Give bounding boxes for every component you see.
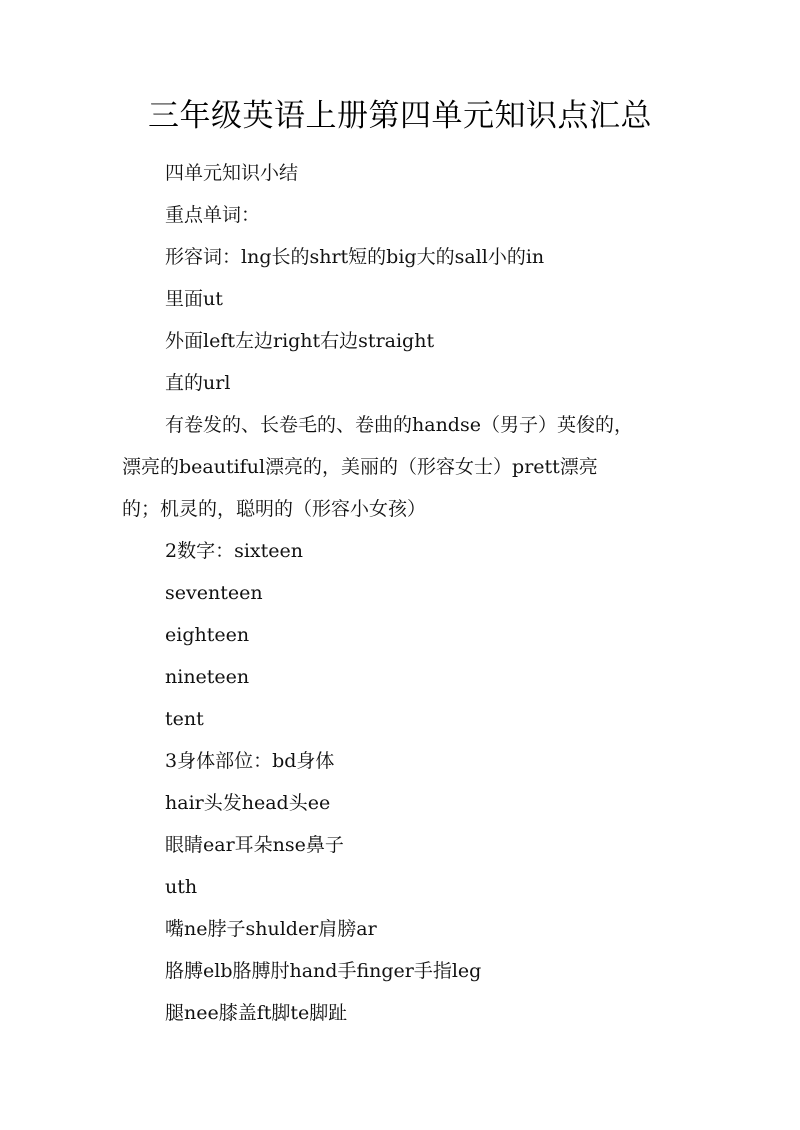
paragraph-line: 的；机灵的，聪明的（形容小女孩） [122,498,427,520]
paragraph-line: 眼睛ear耳朵nse鼻子 [165,834,344,856]
paragraph-line: 腿nee膝盖ft脚te脚趾 [165,1002,348,1024]
document-body [122,152,682,1034]
paragraph-line: 里面ut [165,288,223,310]
paragraph-line: uth [165,876,198,898]
paragraph-line: 有卷发的、长卷毛的、卷曲的handse（男子）英俊的， [165,414,633,436]
paragraph-line: 胳膊elb胳膊肘hand手finger手指leg [165,960,482,982]
paragraph-line: eighteen [165,624,250,646]
paragraph-line: 漂亮的beautiful漂亮的，美丽的（形容女士）prett漂亮 [122,456,598,478]
paragraph-line: 2数字：sixteen [165,540,303,562]
paragraph-line: 外面left左边right右边straight [165,330,435,352]
paragraph-line: 直的url [165,372,231,394]
paragraph-line: nineteen [165,666,250,688]
paragraph-line: 重点单词： [165,204,261,226]
paragraph-line: hair头发head头ee [165,792,331,814]
paragraph-line: 嘴ne脖子shulder肩膀ar [165,918,377,940]
paragraph-line: 四单元知识小结 [165,162,299,184]
paragraph-line: 3身体部位：bd身体 [165,750,335,772]
paragraph-line: seventeen [165,582,263,604]
paragraph-line: 形容词：lng长的shrt短的big大的sall小的in [165,246,545,268]
document-title: 三年级英语上册第四单元知识点汇总 [148,98,652,134]
paragraph-line: tent [165,708,204,730]
